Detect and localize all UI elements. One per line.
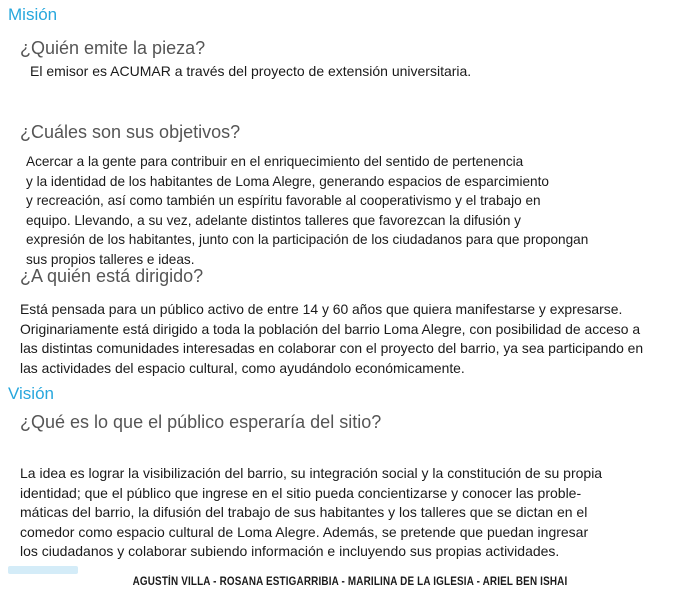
- question-dirigido: ¿A quién está dirigido?: [20, 266, 204, 286]
- text-line: y recreación, así como también un espíritu favorable al cooperativismo y el trabajo en: [26, 193, 541, 208]
- answer-emisor: El emisor es ACUMAR a través del proyecto de extensión universitaria.: [30, 63, 472, 79]
- text-line: sus propios talleres e ideas.: [26, 251, 195, 267]
- question-publico: ¿Qué es lo que el público esperaría del sitio?: [20, 412, 382, 432]
- text-line: comedor como espacio cultural de Loma Alegre. Además, se pretende que puedan ingresar: [20, 523, 589, 540]
- text-line: identidad; que el público que ingrese en el sitio pueda concientizarse y conocer las proble-: [20, 484, 582, 501]
- text-line: Está pensada para un público activo de entre 14 y 60 años que quiera manifestarse y expresarse.: [20, 301, 623, 317]
- answer-publico: [20, 464, 602, 562]
- cut-off-heading: [8, 566, 78, 574]
- text-line: las actividades del espacio cultural, como ayudándolo económicamente.: [20, 359, 465, 376]
- text-line: las distintas comunidades interesadas en colaborar con el proyecto del barrio, ya sea participando en: [20, 340, 644, 356]
- text-line: los ciudadanos y colaborar subiendo información e incluyendo sus propias actividades.: [20, 543, 560, 559]
- text-line: expresión de los habitantes, junto con la participación de los ciudadanos para que propongan: [26, 232, 589, 247]
- authors-footer: AGUSTÍN VILLA - ROSANA ESTIGARRIBIA - MARILINA DE LA IGLESIA - ARIEL BEN ISHAI: [132, 576, 568, 588]
- question-emisor: ¿Quién emite la pieza?: [20, 38, 206, 58]
- text-line: La idea es lograr la visibilización del barrio, su integración social y la constitución de su propia: [20, 465, 603, 481]
- text-line: equipo. Llevando, a su vez, adelante distintos talleres que favorezcan la difusión y: [26, 212, 521, 228]
- mision-heading: Misión: [8, 5, 58, 24]
- answer-objetivos: [26, 152, 588, 269]
- answer-dirigido: [20, 300, 643, 378]
- text-line: Originariamente está dirigido a toda la población del barrio Loma Alegre, con posibilidad de acceso a: [20, 320, 641, 337]
- text-line: y la identidad de los habitantes de Loma Alegre, generando espacios de esparcimiento: [26, 173, 549, 189]
- vision-heading: Visión: [8, 384, 54, 403]
- question-objetivos: ¿Cuáles son sus objetivos?: [20, 122, 241, 142]
- text-line: Acercar a la gente para contribuir en el enriquecimiento del sentido de pertenencia: [26, 154, 524, 169]
- text-line: máticas del barrio, la difusión del trabajo de sus habitantes y los talleres que se dictan en el: [20, 504, 588, 520]
